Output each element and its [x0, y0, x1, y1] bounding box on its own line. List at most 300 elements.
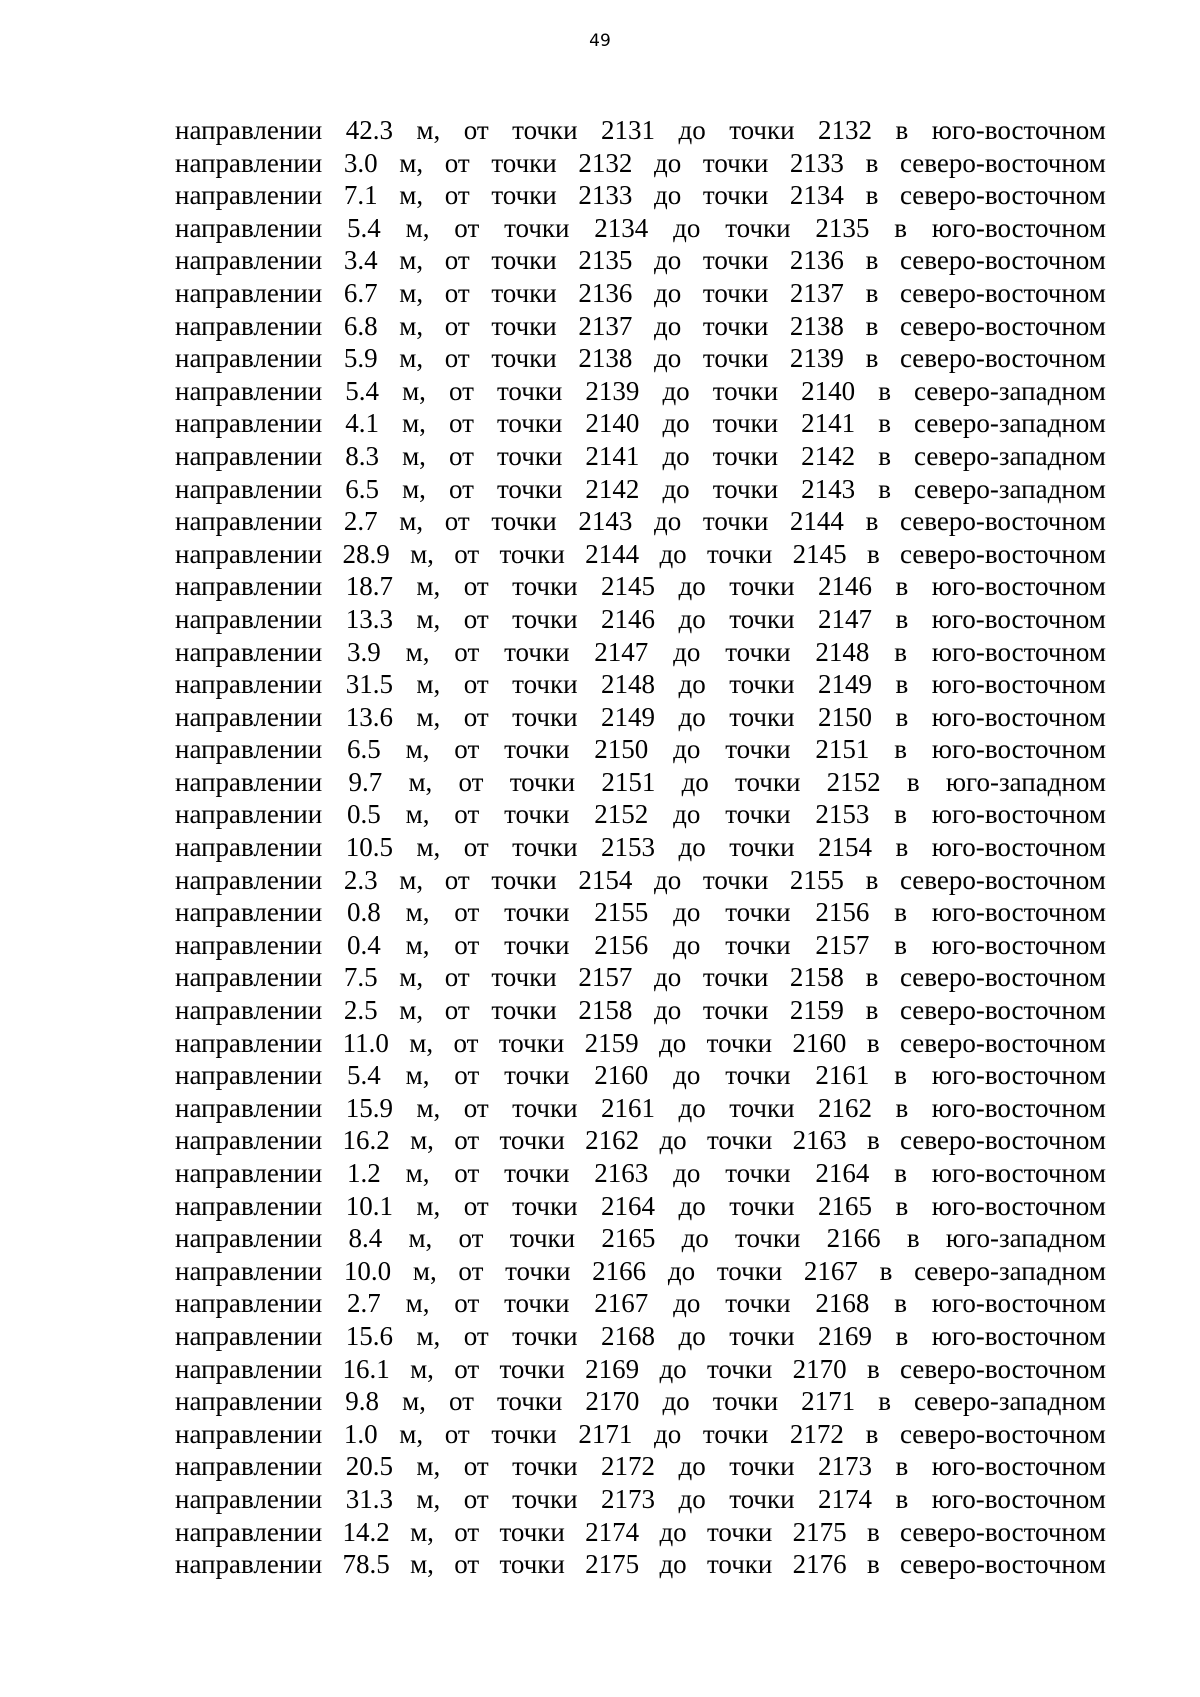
text-line [175, 1059, 1106, 1092]
text-word: в [894, 1060, 907, 1091]
text-word: до [681, 766, 709, 797]
text-word: 9.7 [348, 766, 383, 797]
text-word: 2134 [789, 180, 844, 211]
text-word: точки [512, 1190, 578, 1221]
text-word: северо-восточном [900, 1549, 1106, 1580]
text-line [175, 1157, 1106, 1190]
text-word: 5.4 [347, 212, 381, 243]
text-word: в [894, 1158, 907, 1188]
text-word: точки [499, 1516, 565, 1547]
text-word: от [458, 1255, 484, 1286]
text-word: 10.1 [345, 1190, 393, 1221]
text-word: до [654, 277, 682, 308]
text-word: м, [402, 375, 426, 406]
text-word: направлении [175, 1516, 323, 1547]
text-word: 13.3 [345, 603, 393, 634]
text-word: точки [702, 245, 769, 276]
text-word: направлении [175, 1125, 323, 1156]
text-word: в [906, 766, 920, 797]
text-word: в [894, 897, 907, 928]
text-word: направлении [175, 636, 323, 667]
text-word: от [454, 538, 480, 569]
text-word: 28.9 [342, 538, 390, 569]
text-word: направлении [175, 897, 323, 928]
text-word: юго-восточном [931, 115, 1106, 145]
text-word: северо-восточном [899, 962, 1106, 993]
text-word: м, [399, 180, 424, 211]
text-word: в [865, 277, 879, 308]
text-word: м, [416, 1483, 441, 1514]
text-word: точки [496, 1386, 563, 1417]
text-word: м, [408, 1223, 433, 1254]
text-line [175, 603, 1106, 636]
text-word: 5.9 [343, 343, 378, 374]
text-word: 15.6 [345, 1320, 393, 1351]
text-word: точки [712, 440, 779, 471]
text-word: от [454, 1353, 480, 1384]
text-word: от [448, 1386, 474, 1417]
text-line [175, 179, 1106, 212]
text-word: точки [706, 1549, 773, 1580]
text-word: 2150 [818, 701, 873, 732]
text-word: от [454, 1516, 480, 1547]
text-word: 9.8 [345, 1386, 380, 1417]
text-word: точки [706, 1353, 773, 1384]
text-word: 2171 [578, 1418, 633, 1449]
text-word: 2133 [578, 180, 633, 211]
text-word: точки [504, 734, 570, 765]
text-word: в [894, 734, 907, 765]
text-word: от [454, 1288, 480, 1319]
text-line [175, 961, 1106, 994]
text-word: до [654, 310, 682, 341]
text-word: до [678, 1092, 706, 1123]
text-word: северо-западном [914, 1386, 1106, 1417]
text-word: до [673, 636, 701, 667]
text-word: направлении [175, 832, 323, 863]
text-word: точки [499, 1125, 565, 1156]
text-word: 2158 [578, 995, 633, 1026]
text-word: юго-восточном [931, 1092, 1106, 1123]
text-word: 2165 [818, 1190, 873, 1221]
text-word: до [678, 1451, 706, 1482]
text-word: м, [399, 864, 424, 895]
text-word: в [865, 506, 879, 537]
text-word: точки [499, 1549, 565, 1580]
text-line [175, 1255, 1106, 1288]
text-word: м, [416, 669, 441, 700]
text-word: м, [410, 1353, 434, 1384]
text-word: до [673, 1288, 701, 1319]
text-word: северо-восточном [899, 1418, 1106, 1449]
text-word: 2171 [801, 1386, 856, 1417]
text-word: юго-восточном [931, 636, 1106, 667]
text-word: до [667, 1255, 696, 1286]
text-word: в [865, 245, 879, 276]
text-word: 2144 [789, 506, 844, 537]
text-line [175, 114, 1106, 147]
text-line [175, 1353, 1106, 1386]
text-word: до [678, 669, 706, 700]
text-word: 2131 [601, 115, 655, 145]
text-word: до [673, 799, 701, 830]
text-word: в [894, 1288, 907, 1319]
text-line [175, 473, 1106, 506]
text-word: точки [512, 1451, 578, 1482]
text-word: направлении [175, 734, 323, 765]
text-word: 2.3 [343, 864, 378, 895]
text-word: 2159 [789, 995, 844, 1026]
text-line [175, 1385, 1106, 1418]
text-word: в [865, 343, 879, 374]
text-word: от [444, 277, 470, 308]
text-word: направлении [175, 115, 323, 145]
text-word: м, [402, 1386, 426, 1417]
text-word: 2172 [601, 1451, 655, 1482]
text-word: до [659, 1549, 687, 1580]
text-word: до [673, 734, 701, 765]
text-line [175, 636, 1106, 669]
text-word: от [453, 1027, 479, 1058]
text-word: направлении [175, 1549, 323, 1580]
text-word: до [678, 1320, 706, 1351]
text-word: точки [512, 1483, 578, 1514]
text-word: точки [716, 1255, 783, 1286]
text-word: 1.2 [347, 1158, 381, 1188]
text-word: 2.7 [347, 1288, 381, 1319]
text-word: 2164 [601, 1190, 655, 1221]
text-word: 31.5 [345, 669, 393, 700]
text-word: 2141 [801, 408, 856, 439]
text-word: юго-восточном [931, 669, 1106, 700]
text-word: точки [512, 115, 578, 145]
text-word: направлении [175, 799, 323, 830]
text-word: 2159 [584, 1027, 639, 1058]
text-word: в [879, 1255, 893, 1286]
text-word: 2167 [803, 1255, 858, 1286]
text-word: 2135 [815, 212, 870, 243]
text-word: точки [702, 180, 769, 211]
text-word: 2161 [601, 1092, 655, 1123]
text-word: 2164 [815, 1158, 870, 1188]
text-line [175, 505, 1106, 538]
text-line [175, 994, 1106, 1027]
text-word: в [895, 701, 909, 732]
text-word: до [673, 929, 701, 960]
text-word: в [895, 1092, 909, 1123]
text-word: до [654, 864, 682, 895]
text-word: м, [416, 1451, 441, 1482]
text-word: м, [402, 473, 426, 504]
text-word: 2175 [792, 1516, 847, 1547]
text-word: точки [496, 473, 563, 504]
text-word: 2158 [789, 962, 844, 993]
text-word: до [654, 995, 682, 1026]
text-word: точки [512, 571, 578, 602]
text-word: точки [712, 473, 779, 504]
text-word: от [454, 1158, 480, 1188]
text-word: направлении [175, 440, 323, 471]
text-word: м, [405, 1060, 430, 1091]
text-word: 2143 [801, 473, 856, 504]
text-word: 2147 [594, 636, 649, 667]
text-word: точки [702, 995, 769, 1026]
text-word: 2176 [792, 1549, 847, 1580]
text-word: направлении [175, 1288, 323, 1319]
text-word: 2136 [578, 277, 633, 308]
text-word: в [895, 1451, 909, 1482]
text-word: до [654, 245, 682, 276]
text-word: 2.5 [343, 995, 378, 1026]
text-word: в [895, 1483, 909, 1514]
text-word: 2133 [789, 147, 844, 178]
text-word: м, [399, 995, 424, 1026]
text-word: м, [416, 603, 441, 634]
text-word: направлении [175, 1320, 323, 1351]
text-word: 2161 [815, 1060, 870, 1091]
text-word: направлении [175, 1223, 323, 1254]
text-word: в [878, 408, 891, 439]
text-word: точки [512, 669, 578, 700]
text-word: м, [416, 115, 441, 145]
text-word: до [654, 506, 682, 537]
text-word: точки [491, 147, 557, 178]
text-line [175, 342, 1106, 375]
text-line [175, 733, 1106, 766]
text-word: в [865, 310, 879, 341]
text-word: 10.5 [345, 832, 393, 863]
text-line [175, 1027, 1106, 1060]
text-word: юго-западном [945, 1223, 1106, 1254]
text-word: 2173 [818, 1451, 873, 1482]
text-word: 3.4 [343, 245, 378, 276]
text-word: в [865, 995, 879, 1026]
text-word: точки [496, 440, 563, 471]
text-word: точки [725, 1158, 791, 1188]
text-word: м, [408, 766, 433, 797]
text-word: точки [491, 995, 557, 1026]
text-word: 2142 [585, 473, 640, 504]
text-word: м, [399, 245, 424, 276]
text-word: до [659, 1353, 687, 1384]
text-word: точки [729, 603, 795, 634]
text-word: 2170 [585, 1386, 640, 1417]
text-word: м, [410, 1516, 434, 1547]
text-word: 2136 [789, 245, 844, 276]
text-word: направлении [175, 1418, 323, 1449]
text-word: точки [512, 603, 578, 634]
text-word: точки [712, 408, 779, 439]
text-word: 2145 [601, 571, 655, 602]
text-word: 11.0 [342, 1027, 389, 1058]
text-word: 2162 [585, 1125, 640, 1156]
text-word: северо-восточном [900, 538, 1106, 569]
text-word: от [463, 832, 489, 863]
text-word: 2154 [578, 864, 633, 895]
text-word: 2139 [789, 343, 844, 374]
text-word: в [878, 440, 891, 471]
text-word: от [454, 929, 480, 960]
text-line [175, 1483, 1106, 1516]
text-word: точки [499, 538, 565, 569]
text-word: м, [416, 1320, 441, 1351]
text-word: 3.9 [347, 636, 381, 667]
text-word: 2138 [578, 343, 633, 374]
text-word: северо-западном [914, 408, 1106, 439]
text-word: юго-восточном [931, 799, 1106, 830]
text-word: от [463, 115, 489, 145]
text-word: северо-западном [914, 375, 1106, 406]
text-word: направлении [175, 538, 323, 569]
text-word: от [463, 701, 489, 732]
text-word: точки [729, 1483, 795, 1514]
text-word: направлении [175, 277, 323, 308]
text-word: 2152 [594, 799, 649, 830]
text-word: юго-восточном [931, 212, 1106, 243]
text-word: м, [409, 1027, 434, 1058]
text-word: 78.5 [342, 1549, 390, 1580]
text-word: точки [725, 1288, 791, 1319]
text-word: точки [491, 343, 557, 374]
text-word: юго-восточном [931, 832, 1106, 863]
text-word: направлении [175, 1190, 323, 1221]
text-word: м, [405, 734, 430, 765]
text-word: от [444, 245, 470, 276]
text-word: 14.2 [342, 1516, 390, 1547]
text-word: направлении [175, 212, 323, 243]
text-word: м, [416, 1092, 441, 1123]
text-word: точки [702, 277, 769, 308]
text-word: 2151 [815, 734, 870, 765]
text-word: 8.4 [348, 1223, 383, 1254]
text-word: в [894, 636, 907, 667]
text-word: до [678, 701, 706, 732]
text-word: 2162 [818, 1092, 873, 1123]
text-line [175, 929, 1106, 962]
text-word: м, [402, 408, 426, 439]
text-word: юго-восточном [931, 1158, 1106, 1188]
text-word: 2173 [601, 1483, 655, 1514]
text-word: точки [725, 897, 791, 928]
text-word: до [678, 603, 706, 634]
text-word: направлении [175, 375, 323, 406]
text-word: от [454, 212, 480, 243]
text-word: 2145 [792, 538, 847, 569]
text-word: точки [729, 1451, 795, 1482]
text-word: направлении [175, 343, 323, 374]
text-word: направлении [175, 1386, 323, 1417]
text-line [175, 1516, 1106, 1549]
text-word: 4.1 [345, 408, 380, 439]
text-word: точки [725, 636, 791, 667]
text-word: 7.5 [343, 962, 378, 993]
text-word: точки [729, 701, 795, 732]
text-line [175, 896, 1106, 929]
text-word: от [448, 440, 474, 471]
text-word: 2.7 [343, 506, 378, 537]
text-word: северо-восточном [899, 310, 1106, 341]
text-word: точки [499, 1353, 565, 1384]
text-word: от [463, 1320, 489, 1351]
text-word: точки [491, 506, 557, 537]
text-word: точки [491, 310, 557, 341]
text-word: от [448, 408, 474, 439]
text-word: м, [410, 1549, 434, 1580]
text-word: от [444, 180, 470, 211]
text-line [175, 570, 1106, 603]
text-word: в [894, 929, 907, 960]
text-word: точки [491, 1418, 557, 1449]
text-word: до [678, 832, 706, 863]
text-word: северо-восточном [899, 180, 1106, 211]
text-word: 2154 [818, 832, 873, 863]
text-word: 2157 [578, 962, 633, 993]
text-word: 7.1 [343, 180, 378, 211]
text-word: точки [504, 212, 570, 243]
text-word: северо-восточном [899, 1027, 1106, 1058]
text-word: 10.0 [343, 1255, 392, 1286]
text-word: 15.9 [345, 1092, 393, 1123]
text-word: до [654, 147, 682, 178]
text-word: м, [399, 147, 424, 178]
text-word: от [463, 603, 489, 634]
text-word: 2146 [601, 603, 655, 634]
text-line [175, 701, 1106, 734]
text-word: в [866, 1549, 880, 1580]
text-word: до [662, 440, 690, 471]
text-word: от [454, 799, 480, 830]
text-word: до [673, 1158, 701, 1188]
text-word: точки [729, 571, 795, 602]
text-word: м, [416, 1190, 441, 1221]
text-word: в [894, 212, 907, 243]
text-word: м, [410, 538, 434, 569]
text-word: м, [405, 897, 430, 928]
text-word: точки [504, 636, 570, 667]
text-word: до [673, 1060, 701, 1091]
text-word: 2166 [592, 1255, 647, 1286]
text-word: направлении [175, 1353, 323, 1384]
text-word: от [444, 506, 470, 537]
text-word: м, [399, 1418, 424, 1449]
text-word: в [866, 1516, 880, 1547]
text-word: 2169 [585, 1353, 640, 1384]
text-word: направлении [175, 147, 323, 178]
text-word: точки [498, 1027, 565, 1058]
text-word: точки [504, 897, 570, 928]
text-word: 2134 [594, 212, 649, 243]
text-word: северо-восточном [900, 1125, 1106, 1156]
text-word: точки [505, 1255, 571, 1286]
text-word: точки [706, 1516, 773, 1547]
text-word: северо-восточном [899, 343, 1106, 374]
text-word: точки [712, 1386, 779, 1417]
text-word: 16.1 [342, 1353, 390, 1384]
text-word: от [463, 571, 489, 602]
text-word: точки [725, 212, 791, 243]
text-line [175, 1092, 1106, 1125]
text-word: точки [491, 180, 557, 211]
text-word: 2140 [801, 375, 856, 406]
text-word: м, [399, 343, 424, 374]
text-word: 2132 [578, 147, 633, 178]
text-word: северо-восточном [899, 995, 1106, 1026]
text-word: 2166 [826, 1223, 881, 1254]
text-word: 2147 [818, 603, 873, 634]
text-word: юго-восточном [931, 1288, 1106, 1319]
text-word: в [865, 180, 879, 211]
text-word: точки [496, 408, 563, 439]
